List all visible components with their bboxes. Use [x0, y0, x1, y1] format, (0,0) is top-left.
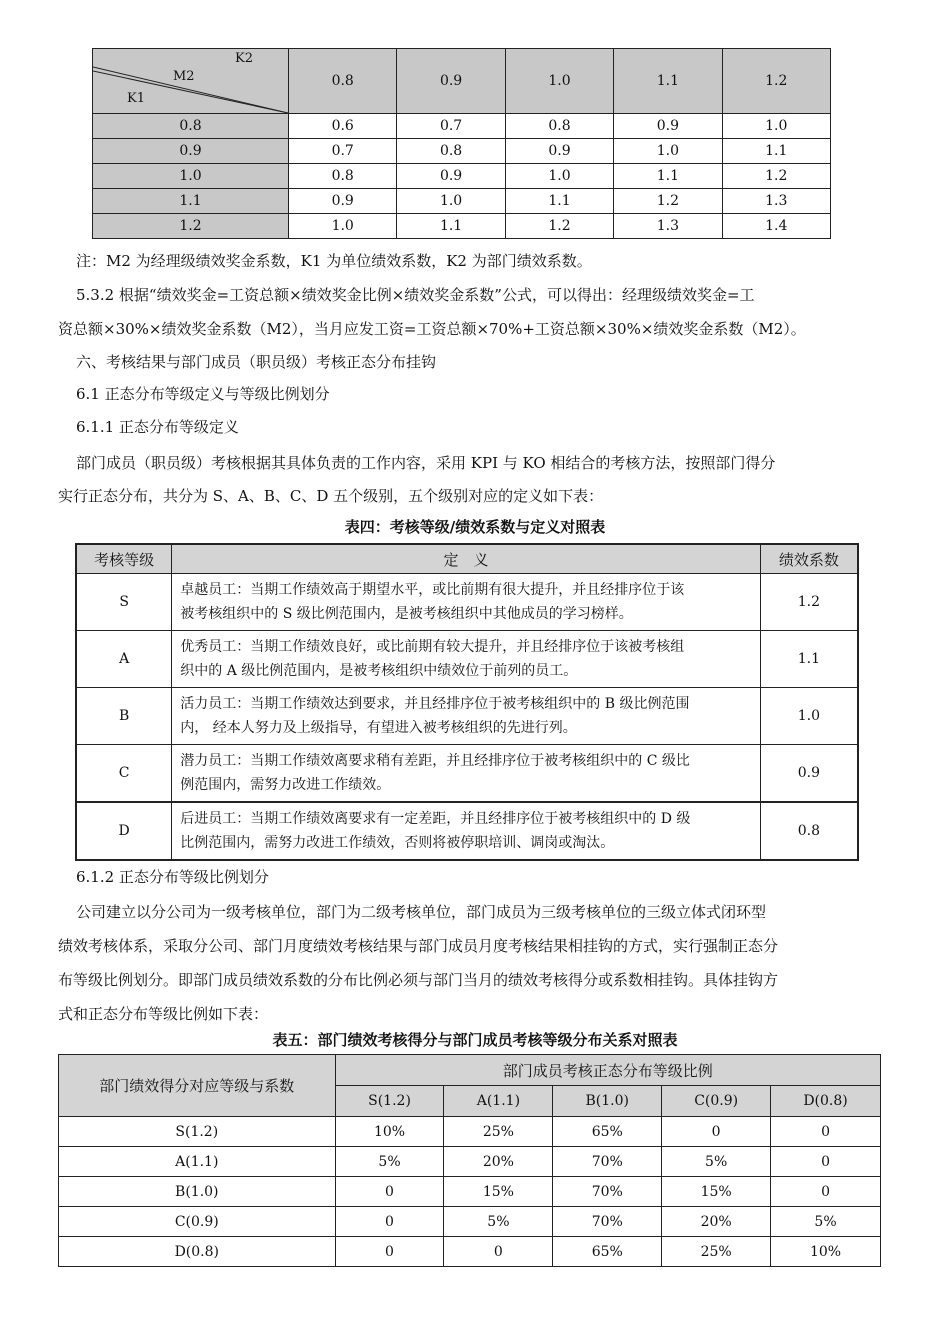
grade-cell: D	[76, 802, 172, 860]
col-header: 0.9	[397, 49, 505, 114]
coefficient-cell: 0.9	[760, 745, 858, 803]
table-cell: 5%	[662, 1147, 771, 1177]
header-grade: 考核等级	[76, 544, 172, 574]
grade-cell: S	[76, 574, 172, 631]
grade-cell: B	[76, 688, 172, 745]
definition-cell	[172, 745, 760, 803]
table-cell: 1.3	[614, 214, 722, 239]
paragraph-532-line1: 5.3.2 根据“绩效奖金=工资总额×绩效奖金比例×绩效奖金系数”公式，可以得出：经理级绩效奖金=工	[76, 286, 755, 304]
grade-cell: A	[76, 631, 172, 688]
coefficient-cell: 1.0	[760, 688, 858, 745]
table-cell: 1.0	[505, 164, 613, 189]
section-heading-6: 六、考核结果与部门成员（职员级）考核正态分布挂钩	[76, 353, 437, 371]
section-heading-6-1-2: 6.1.2 正态分布等级比例划分	[76, 868, 269, 886]
table-row	[93, 139, 831, 164]
table-cell: 5%	[335, 1147, 444, 1177]
table-cell: 5%	[444, 1207, 553, 1237]
row-header: 0.9	[93, 139, 289, 164]
table-cell: 1.0	[289, 214, 397, 239]
row-label: S(1.2)	[59, 1117, 336, 1147]
group-header: 部门成员考核正态分布等级比例	[335, 1055, 880, 1086]
table-cell: 1.1	[397, 214, 505, 239]
table-cell: 65%	[553, 1237, 662, 1267]
col-header: 1.1	[614, 49, 722, 114]
col-header: 1.2	[722, 49, 830, 114]
table-row	[59, 1237, 881, 1267]
table-cell: 0.9	[505, 139, 613, 164]
table-cell: 0	[662, 1117, 771, 1147]
table-cell: 0.7	[289, 139, 397, 164]
table-cell: 25%	[662, 1237, 771, 1267]
table-row	[59, 1117, 881, 1147]
table-row	[59, 1177, 881, 1207]
row-label: D(0.8)	[59, 1237, 336, 1267]
table-cell: 1.1	[722, 139, 830, 164]
paragraph-612-line3: 布等级比例划分。即部门成员绩效系数的分布比例必须与部门当月的绩效考核得分或系数相挂钩。具体挂钩方	[58, 971, 779, 989]
section-heading-6-1: 6.1 正态分布等级定义与等级比例划分	[76, 385, 330, 403]
table-cell: 0	[335, 1237, 444, 1267]
definition-line: 被考核组织中的 S 级比例范围内，是被考核组织中其他成员的学习榜样。	[180, 606, 633, 622]
definition-cell	[172, 802, 760, 860]
table-cell: 1.0	[614, 139, 722, 164]
table-row	[76, 574, 858, 631]
definition-line: 比例范围内，需努力改进工作绩效，否则将被停职培训、调岗或淘汰。	[180, 835, 615, 851]
coefficient-cell: 0.8	[760, 802, 858, 860]
header-coefficient: 绩效系数	[760, 544, 858, 574]
table-cell: 0.8	[505, 114, 613, 139]
row-label: B(1.0)	[59, 1177, 336, 1207]
table-cell: 1.0	[722, 114, 830, 139]
table-cell: 70%	[553, 1147, 662, 1177]
grade-definition-table	[75, 543, 859, 861]
table1-note: 注：M2 为经理级绩效奖金系数，K1 为单位绩效系数，K2 为部门绩效系数。	[76, 252, 592, 270]
table4-caption: 表四：考核等级/绩效系数与定义对照表	[344, 518, 606, 536]
diagonal-header-cell	[93, 49, 289, 114]
table5-caption: 表五：部门绩效考核得分与部门成员考核等级分布关系对照表	[272, 1031, 678, 1049]
table-cell: 0.6	[289, 114, 397, 139]
definition-line: 优秀员工：当期工作绩效良好，或比前期有较大提升，并且经排序位于该被考核组	[180, 639, 685, 655]
table-cell: 10%	[335, 1117, 444, 1147]
paragraph-611-line2: 实行正态分布，共分为 S、A、B、C、D 五个级别，五个级别对应的定义如下表：	[58, 487, 604, 505]
grade-cell: C	[76, 745, 172, 803]
table-cell: 65%	[553, 1117, 662, 1147]
diag-label-m2: M2	[173, 69, 195, 84]
distribution-table	[58, 1054, 881, 1267]
definition-line: 活力员工：当期工作绩效达到要求，并且经排序位于被考核组织中的 B 级比例范围	[180, 696, 690, 712]
table-cell: 70%	[553, 1177, 662, 1207]
table-cell: 15%	[444, 1177, 553, 1207]
row-header-title: 部门绩效得分对应等级与系数	[59, 1055, 336, 1117]
sub-header: B(1.0)	[553, 1086, 662, 1117]
table-cell: 1.1	[614, 164, 722, 189]
table-cell: 1.0	[397, 189, 505, 214]
table-cell: 1.2	[614, 189, 722, 214]
coefficient-matrix-table	[92, 48, 831, 239]
table-cell: 10%	[771, 1237, 881, 1267]
table-row	[76, 802, 858, 860]
table-cell: 0.8	[289, 164, 397, 189]
header-definition: 定 义	[172, 544, 760, 574]
table-row	[93, 214, 831, 239]
paragraph-612-line1: 公司建立以分公司为一级考核单位，部门为二级考核单位，部门成员为三级考核单位的三级立体式闭环型	[76, 903, 767, 921]
sub-header: D(0.8)	[771, 1086, 881, 1117]
col-header: 1.0	[505, 49, 613, 114]
sub-header: S(1.2)	[335, 1086, 444, 1117]
table-cell: 1.2	[722, 164, 830, 189]
table-row	[93, 164, 831, 189]
table-cell: 5%	[771, 1207, 881, 1237]
table-cell: 70%	[553, 1207, 662, 1237]
table-cell: 1.2	[505, 214, 613, 239]
paragraph-612-line4: 式和正态分布等级比例如下表：	[58, 1005, 269, 1023]
definition-line: 例范围内，需努力改进工作绩效。	[180, 777, 391, 793]
table-cell: 0.8	[397, 139, 505, 164]
table-cell: 0	[444, 1237, 553, 1267]
table-cell: 0.7	[397, 114, 505, 139]
table-row	[76, 745, 858, 803]
definition-cell	[172, 688, 760, 745]
definition-line: 织中的 A 级比例范围内，是被考核组织中绩效位于前列的员工。	[180, 663, 578, 679]
section-heading-6-1-1: 6.1.1 正态分布等级定义	[76, 418, 239, 436]
table-cell: 0.9	[289, 189, 397, 214]
diag-label-k1: K1	[127, 91, 145, 106]
row-label: C(0.9)	[59, 1207, 336, 1237]
table-cell: 0	[335, 1207, 444, 1237]
paragraph-532-line2: 资总额×30%×绩效奖金系数（M2），当月应发工资=工资总额×70%+工资总额×30%×绩效奖金系数（M2）。	[58, 320, 806, 338]
sub-header: A(1.1)	[444, 1086, 553, 1117]
table-cell: 1.3	[722, 189, 830, 214]
row-label: A(1.1)	[59, 1147, 336, 1177]
col-header: 0.8	[289, 49, 397, 114]
row-header: 1.2	[93, 214, 289, 239]
table-row	[93, 114, 831, 139]
definition-line: 内， 经本人努力及上级指导，有望进入被考核组织的先进行列。	[180, 720, 577, 736]
table-cell: 25%	[444, 1117, 553, 1147]
coefficient-cell: 1.2	[760, 574, 858, 631]
row-header: 1.0	[93, 164, 289, 189]
definition-cell	[172, 631, 760, 688]
paragraph-612-line2: 绩效考核体系，采取分公司、部门月度绩效考核结果与部门成员月度考核结果相挂钩的方式，实行强制正态分	[58, 937, 779, 955]
sub-header: C(0.9)	[662, 1086, 771, 1117]
row-header: 1.1	[93, 189, 289, 214]
diag-label-k2: K2	[235, 51, 253, 66]
table-cell: 0.9	[397, 164, 505, 189]
definition-line: 卓越员工：当期工作绩效高于期望水平，或比前期有很大提升，并且经排序位于该	[180, 582, 685, 598]
definition-cell	[172, 574, 760, 631]
table-cell: 0	[771, 1147, 881, 1177]
coefficient-cell: 1.1	[760, 631, 858, 688]
table-row	[93, 189, 831, 214]
table-row	[76, 631, 858, 688]
table-cell: 15%	[662, 1177, 771, 1207]
table-cell: 20%	[662, 1207, 771, 1237]
row-header: 0.8	[93, 114, 289, 139]
table-cell: 0	[771, 1177, 881, 1207]
definition-line: 后进员工：当期工作绩效离要求有一定差距，并且经排序位于被考核组织中的 D 级	[180, 811, 691, 827]
paragraph-611-line1: 部门成员（职员级）考核根据其具体负责的工作内容，采用 KPI 与 KO 相结合的考核方法，按照部门得分	[76, 454, 776, 472]
table-cell: 1.1	[505, 189, 613, 214]
table-cell: 20%	[444, 1147, 553, 1177]
table-cell: 0	[335, 1177, 444, 1207]
definition-line: 潜力员工：当期工作绩效离要求稍有差距，并且经排序位于被考核组织中的 C 级比	[180, 753, 690, 769]
table-row	[59, 1207, 881, 1237]
table-row	[59, 1147, 881, 1177]
table-cell: 0	[771, 1117, 881, 1147]
table-cell: 1.4	[722, 214, 830, 239]
table-row	[76, 688, 858, 745]
table-cell: 0.9	[614, 114, 722, 139]
